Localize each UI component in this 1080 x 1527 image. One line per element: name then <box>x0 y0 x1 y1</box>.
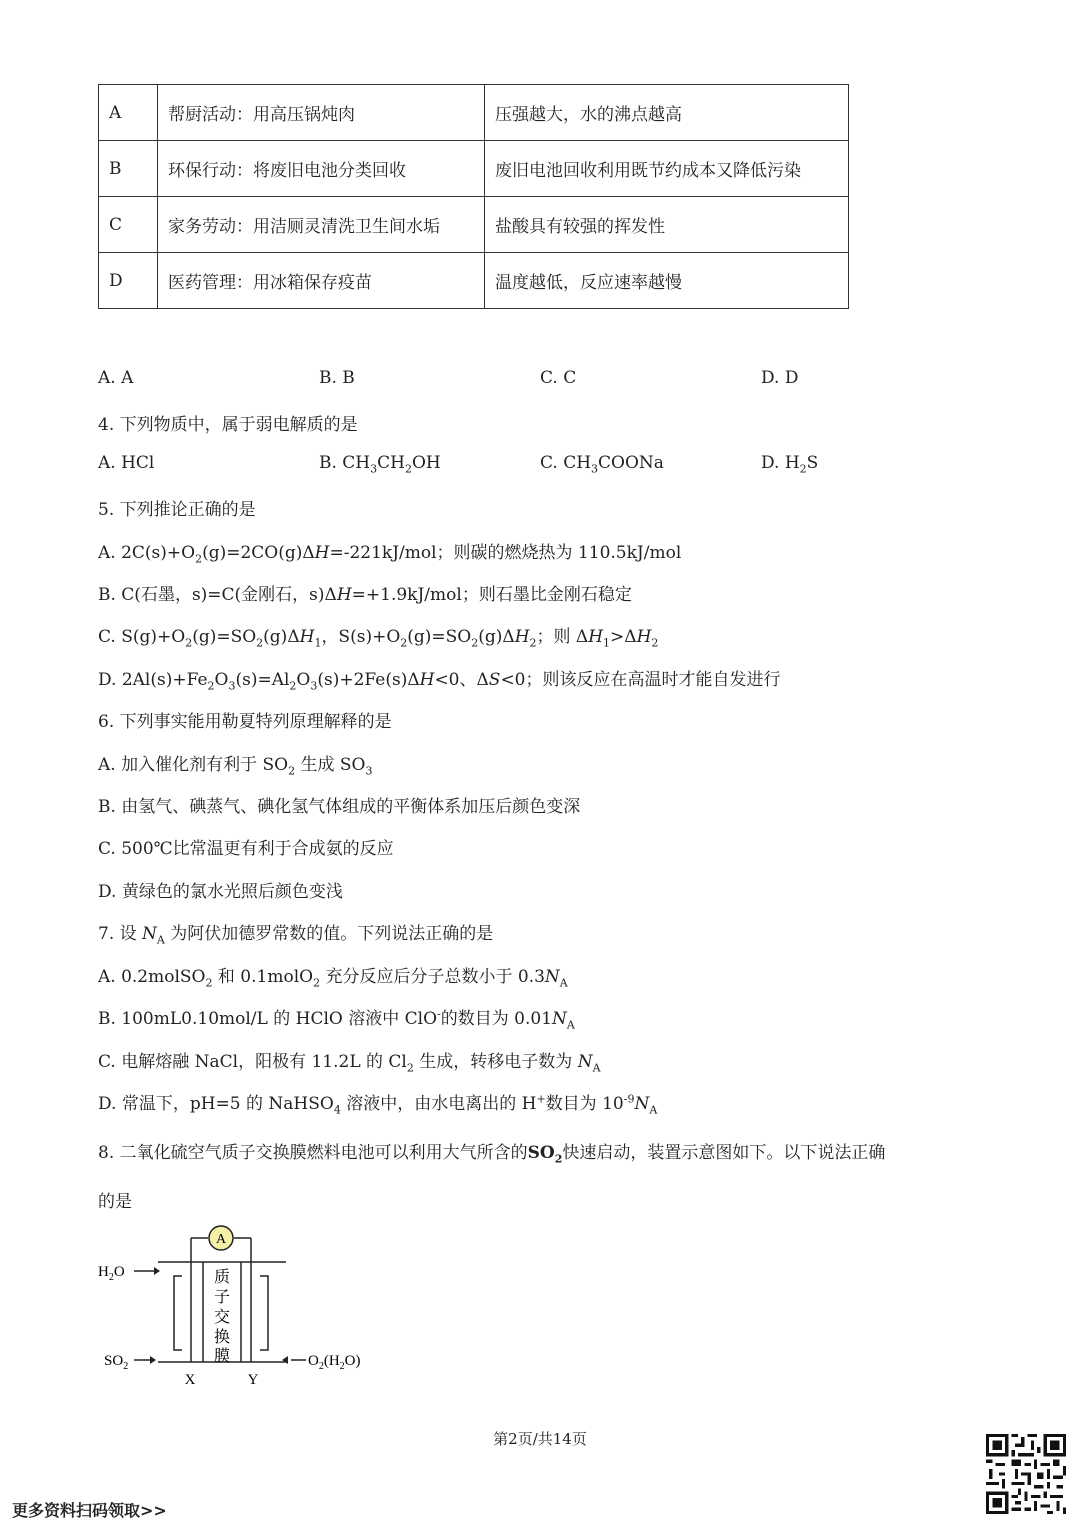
o2-inlet-label: $O_2(H_2O)$ <box>308 1353 361 1372</box>
q5-stem: 5. 下列推论正确的是 <box>98 500 256 520</box>
table-row <box>99 85 849 141</box>
table-row <box>99 197 849 253</box>
row-activity: 医药管理：用冰箱保存疫苗 <box>158 253 485 309</box>
table-row <box>99 253 849 309</box>
row-letter: D <box>99 253 158 309</box>
q6-option-d: D. 黄绿色的氯水光照后颜色变浅 <box>98 882 343 902</box>
row-letter: B <box>99 141 158 197</box>
q8-stem-cont: 的是 <box>98 1192 132 1212</box>
electrode-y-label: Y <box>247 1372 259 1388</box>
row-letter: C <box>99 197 158 253</box>
q6-option-b: B. 由氢气、碘蒸气、碘化氢气体组成的平衡体系加压后颜色变深 <box>98 797 581 817</box>
table-row <box>99 141 849 197</box>
so2-inlet-label: $SO_2$ <box>104 1353 129 1372</box>
q7-option-a: A. 0.2molSO$_2$ 和 0.1molO$_2$ 充分反应后分子总数小于 $0.3N_A$ <box>98 967 568 990</box>
row-reason: 温度越低，反应速率越慢 <box>485 253 849 309</box>
q7-option-b: B. 100mL0.10mol/L 的 HClO 溶液中 ClO-的数目为 $0.01N_A$ <box>98 1007 575 1032</box>
q5-option-d: D. $2Al(s)+Fe_2O_3(s)=Al_2O_3(s)+2Fe(s)\Delta H<0$、ΔS<0；则该反应在高温时才能自发进行 <box>98 670 781 693</box>
row-activity: 帮厨活动：用高压锅炖肉 <box>158 85 485 141</box>
q7-option-d: D. 常温下，pH=5 的 NaHSO$_4$ 溶液中，由水电离出的 H+数目为 $10^{-9}N_A$ <box>98 1092 658 1117</box>
membrane-char: 换 <box>213 1327 231 1346</box>
membrane-char: 膜 <box>213 1346 231 1365</box>
q5-option-a: A. $2C(s)+O_2(g)=2CO(g)\Delta H=-221kJ$/mol；则碳的燃烧热为 110.5kJ/mol <box>98 543 682 566</box>
row-reason: 盐酸具有较强的挥发性 <box>485 197 849 253</box>
page-number: 第2页/共14页 <box>493 1430 587 1448</box>
q4-option-d: D. $H_2S$ <box>761 453 819 476</box>
q4-stem: 4. 下列物质中，属于弱电解质的是 <box>98 415 358 435</box>
fuel-cell-diagram <box>96 1222 396 1392</box>
membrane-char: 子 <box>213 1287 231 1306</box>
row-reason: 压强越大，水的沸点越高 <box>485 85 849 141</box>
q6-stem: 6. 下列事实能用勒夏特列原理解释的是 <box>98 712 392 732</box>
ammeter-label: A <box>215 1232 227 1247</box>
q5-option-b: B. C(石墨，s)=C(金刚石，s)ΔH=+1.9kJ/mol；则石墨比金刚石稳定 <box>98 585 632 605</box>
q4-option-b: B. $CH_3CH_2OH$ <box>319 453 441 476</box>
membrane-char: 交 <box>213 1307 231 1326</box>
q6-option-c: C. 500℃比常温更有利于合成氨的反应 <box>98 839 394 859</box>
q6-option-a: A. 加入催化剂有利于 $SO_2$ 生成 $SO_3$ <box>98 755 373 778</box>
q7-option-c: C. 电解熔融 NaCl，阳极有 11.2L 的 $Cl_2$ 生成，转移电子数为 $N_A$ <box>98 1052 601 1075</box>
q8-stem: 8. 二氧化硫空气质子交换膜燃料电池可以利用大气所含的$SO_2$快速启动，装置示意图如下。以下说法正确 <box>98 1143 886 1166</box>
qr-code-icon[interactable] <box>986 1434 1066 1514</box>
h2o-inlet-label: $H_2O$ <box>98 1264 125 1283</box>
q3-option-d: D. D <box>761 368 799 388</box>
options-table <box>98 84 849 309</box>
q3-option-b: B. B <box>319 368 355 388</box>
membrane-char: 质 <box>213 1267 231 1286</box>
q7-stem: 7. 设 $N_A$ 为阿伏加德罗常数的值。下列说法正确的是 <box>98 924 494 947</box>
q3-option-c: C. C <box>540 368 577 388</box>
row-activity: 家务劳动：用洁厕灵清洗卫生间水垢 <box>158 197 485 253</box>
q4-option-c: C. $CH_3COONa$ <box>540 453 664 476</box>
q5-option-c: C. $S(g)+O_2(g)=SO_2(g)\Delta H_1$，$S(s)+O_2(g)=SO_2(g)\Delta H_2$；则 $\Delta H_1>\Delta H_2$ <box>98 627 659 650</box>
more-resources-link[interactable]: 更多资料扫码领取>> <box>12 1501 167 1520</box>
row-activity: 环保行动：将废旧电池分类回收 <box>158 141 485 197</box>
row-letter: A <box>99 85 158 141</box>
row-reason: 废旧电池回收利用既节约成本又降低污染 <box>485 141 849 197</box>
q4-option-a: A. HCl <box>98 453 155 473</box>
q3-option-a: A. A <box>98 368 134 388</box>
electrode-x-label: X <box>184 1372 196 1388</box>
